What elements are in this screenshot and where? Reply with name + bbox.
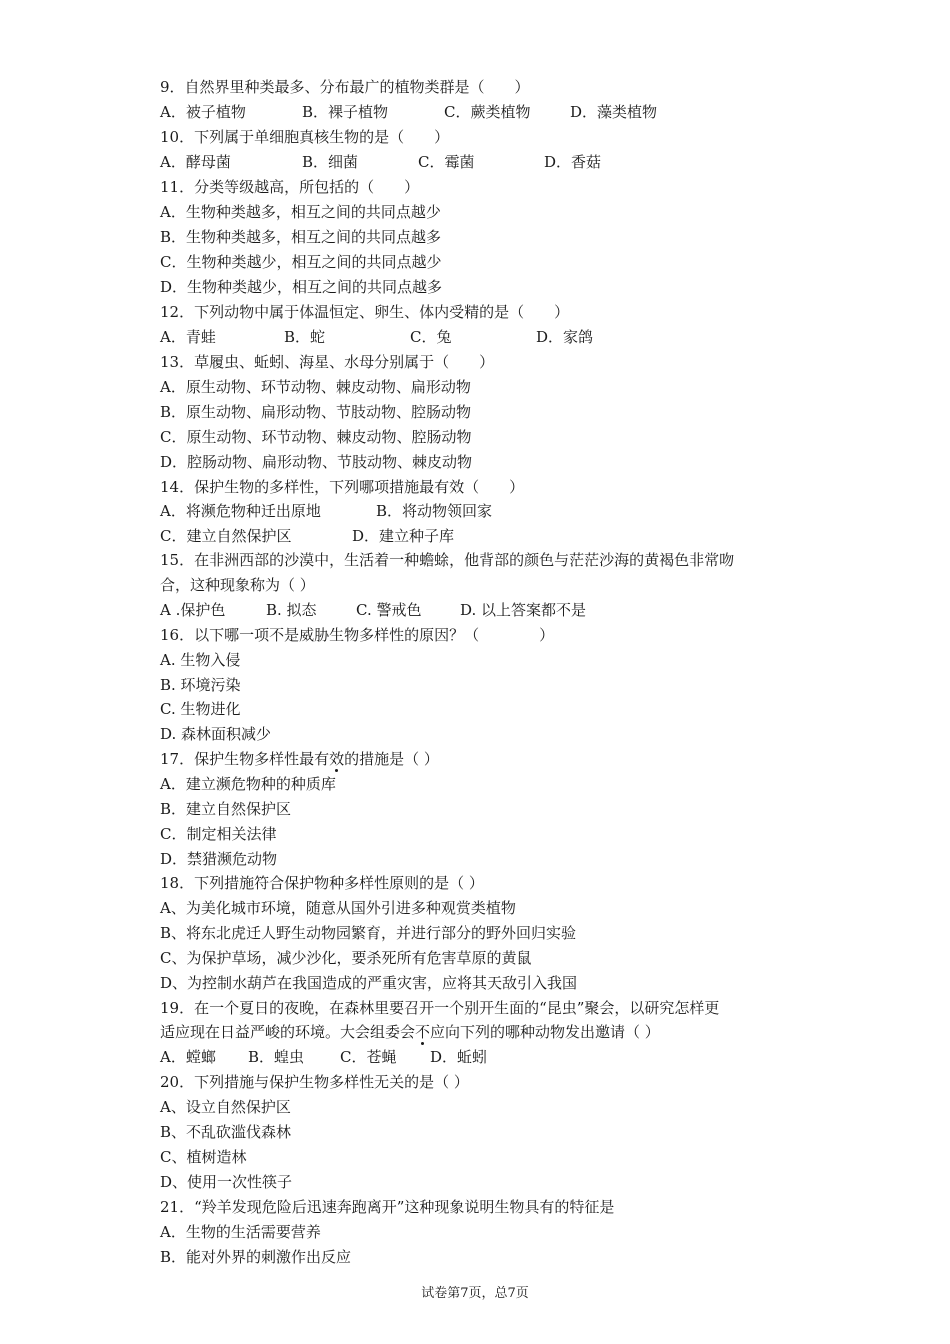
- question-13-option-b: B．原生动物、扁形动物、节肢动物、腔肠动物: [160, 403, 472, 421]
- question-9-stem: 9．自然界里种类最多、分布最广的植物类群是（ ）: [160, 78, 530, 96]
- option-d: D．藻类植物: [570, 103, 658, 121]
- emphasis-mark: 不: [415, 1023, 431, 1041]
- question-19-stem-line2: [160, 1022, 660, 1042]
- question-17-option-b: B．建立自然保护区: [160, 800, 292, 818]
- question-19-stem-line1: 19．在一个夏日的夜晚，在森林里要召开一个别开生面的“昆虫”聚会，以研究怎样更: [160, 999, 720, 1017]
- question-20-option-d: D、使用一次性筷子: [160, 1173, 293, 1191]
- option-d: D．家鸽: [536, 328, 594, 346]
- stem-text: 的措施是（ ）: [344, 750, 439, 768]
- option-b: B．蝗虫: [248, 1048, 305, 1066]
- question-10-stem: 10．下列属于单细胞真核生物的是（ ）: [160, 128, 450, 146]
- stem-text: 应向下列的哪种动物发出邀请（ ）: [430, 1023, 660, 1041]
- question-13-option-c: C．原生动物、环节动物、棘皮动物、腔肠动物: [160, 428, 472, 446]
- option-a: A．被子植物: [160, 103, 246, 121]
- option-a: A．青蛙: [160, 328, 216, 346]
- question-20-stem: 20．下列措施与保护生物多样性无关的是（ ）: [160, 1073, 469, 1091]
- question-20-option-a: A、设立自然保护区: [160, 1098, 291, 1116]
- option-d: D. 以上答案都不是: [460, 601, 587, 619]
- page-footer: 试卷第7页，总7页: [421, 1286, 529, 1301]
- question-21-option-b: B．能对外界的刺激作出反应: [160, 1248, 352, 1266]
- question-18-stem: 18．下列措施符合保护物种多样性原则的是（ ）: [160, 874, 484, 892]
- question-21-option-a: A．生物的生活需要营养: [160, 1223, 321, 1241]
- question-13-option-a: A．原生动物、环节动物、棘皮动物、扁形动物: [160, 378, 471, 396]
- question-17-option-d: D．禁猎濒危动物: [160, 850, 278, 868]
- emphasis-mark: 效: [329, 750, 345, 768]
- question-20-option-b: B、不乱砍滥伐森林: [160, 1123, 292, 1141]
- question-12-stem: 12．下列动物中属于体温恒定、卵生、体内受精的是（ ）: [160, 303, 570, 321]
- question-14-stem: 14．保护生物的多样性，下列哪项措施最有效（ ）: [160, 478, 525, 496]
- option-a: A .保护色: [160, 601, 226, 619]
- question-18-option-c: C、为保护草场，减少沙化，要杀死所有危害草原的黄鼠: [160, 949, 532, 967]
- option-d: D．香菇: [544, 153, 602, 171]
- question-16-option-c: C. 生物进化: [160, 700, 241, 718]
- question-13-stem: 13．草履虫、蚯蚓、海星、水母分别属于（ ）: [160, 353, 495, 371]
- question-20-option-c: C、植树造林: [160, 1148, 247, 1166]
- option-c: C．建立自然保护区: [160, 527, 292, 545]
- option-b: B．将动物领回家: [376, 502, 493, 520]
- question-16-option-b: B. 环境污染: [160, 676, 241, 694]
- question-11-option-c: C．生物种类越少，相互之间的共同点越少: [160, 253, 442, 271]
- option-c: C．苍蝇: [340, 1048, 397, 1066]
- question-17-option-c: C．制定相关法律: [160, 825, 277, 843]
- question-18-option-a: A、为美化城市环境，随意从国外引进多种观赏类植物: [160, 899, 516, 917]
- option-d: D．建立种子库: [352, 527, 455, 545]
- option-c: C. 警戒色: [356, 601, 422, 619]
- question-17-stem: [160, 749, 439, 769]
- stem-text: 17．保护生物多样性最有: [160, 750, 330, 768]
- question-15-stem-line1: 15．在非洲西部的沙漠中，生活着一种蟾蜍，他背部的颜色与茫茫沙海的黄褐色非常吻: [160, 551, 735, 569]
- option-b: B. 拟态: [266, 601, 317, 619]
- question-11-option-b: B．生物种类越多，相互之间的共同点越多: [160, 228, 442, 246]
- question-18-option-d: D、为控制水葫芦在我国造成的严重灾害，应将其天敌引入我国: [160, 974, 578, 992]
- option-a: A．酵母菌: [160, 153, 231, 171]
- option-b: B．细菌: [302, 153, 359, 171]
- option-b: B．裸子植物: [302, 103, 389, 121]
- question-13-option-d: D．腔肠动物、扁形动物、节肢动物、棘皮动物: [160, 453, 473, 471]
- question-11-option-d: D．生物种类越少，相互之间的共同点越多: [160, 278, 443, 296]
- question-18-option-b: B、将东北虎迁人野生动物园繁育，并进行部分的野外回归实验: [160, 924, 577, 942]
- option-a: A．螳螂: [160, 1048, 216, 1066]
- question-16-option-d: D. 森林面积减少: [160, 725, 272, 743]
- question-11-stem: 11．分类等级越高，所包括的（ ）: [160, 178, 420, 196]
- option-b: B．蛇: [284, 328, 326, 346]
- question-15-stem-line2: 合，这种现象称为（ ）: [160, 576, 315, 594]
- option-a: A．将濒危物种迁出原地: [160, 502, 321, 520]
- question-16-stem: 16．以下哪一项不是威胁生物多样性的原因？（ ）: [160, 626, 555, 644]
- question-21-stem: 21．“羚羊发现危险后迅速奔跑离开”这种现象说明生物具有的特征是: [160, 1198, 615, 1216]
- option-d: D．蚯蚓: [430, 1048, 488, 1066]
- question-16-option-a: A. 生物入侵: [160, 651, 241, 669]
- option-c: C．霉菌: [418, 153, 475, 171]
- option-c: C．蕨类植物: [444, 103, 531, 121]
- question-11-option-a: A．生物种类越多，相互之间的共同点越少: [160, 203, 441, 221]
- stem-text: 适应现在日益严峻的环境。大会组委会: [160, 1023, 416, 1041]
- question-17-option-a: A．建立濒危物种的种质库: [160, 775, 336, 793]
- option-c: C．兔: [410, 328, 452, 346]
